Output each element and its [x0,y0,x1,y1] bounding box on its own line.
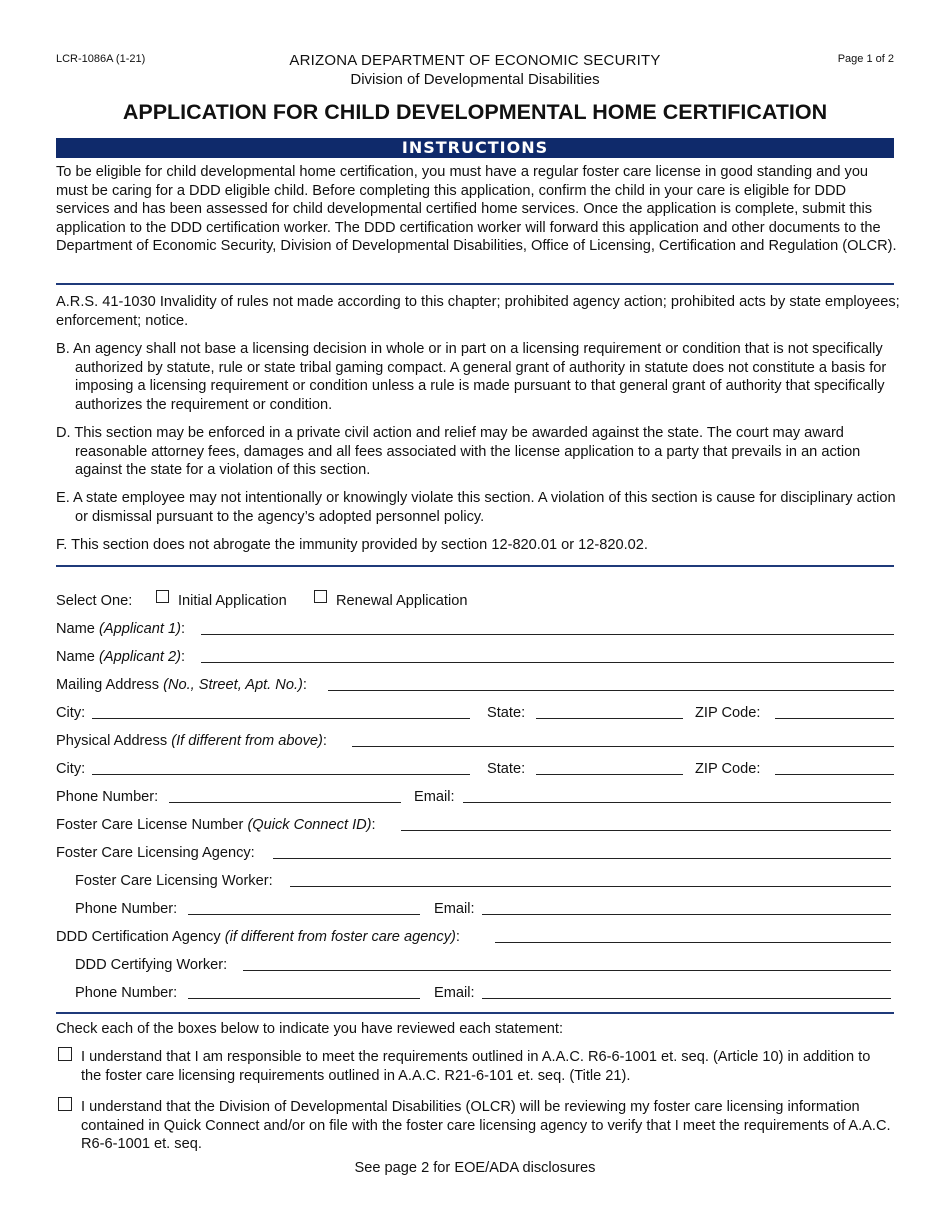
initial-application-checkbox[interactable] [156,590,169,603]
page-number: Page 1 of 2 [837,53,894,65]
phone-label: Phone Number: [75,985,178,1001]
form-code: LCR-1086A (1-21) [56,53,146,65]
zip-label: ZIP Code: [695,705,761,721]
renewal-application-checkbox[interactable] [314,590,327,603]
license-number-field[interactable] [401,830,891,831]
statute-item-e: E. A state employee may not intentionally or knowingly violate this section. A violation of this section is cause for disciplinary action or dismissal pursuant to the agency’s adopted personnel policy. [56,490,896,525]
page-title: APPLICATION FOR CHILD DEVELOPMENTAL HOME CERTIFICATION [122,100,828,124]
applicant-email-field[interactable] [463,802,891,803]
mailing-zip-field[interactable] [775,718,894,719]
licensing-worker-label: Foster Care Licensing Worker: [75,873,273,889]
mailing-address-field[interactable] [328,690,894,691]
physical-zip-field[interactable] [775,774,894,775]
renewal-application-label: Renewal Application [336,593,468,609]
physical-address-label: Physical Address (If different from above): [56,733,327,749]
divider [56,565,894,567]
department-name: ARIZONA DEPARTMENT OF ECONOMIC SECURITY [289,52,661,69]
phone-label: Phone Number: [56,789,159,805]
applicant-1-field[interactable] [201,634,894,635]
ddd-agency-label: DDD Certification Agency (if different from foster care agency): [56,929,460,945]
physical-city-field[interactable] [92,774,470,775]
mailing-city-field[interactable] [92,718,470,719]
applicant-2-label: Name (Applicant 2): [56,649,185,665]
applicant-phone-field[interactable] [169,802,401,803]
licensing-agency-label: Foster Care Licensing Agency: [56,845,255,861]
licensing-worker-field[interactable] [290,886,891,887]
ddd-worker-phone-field[interactable] [188,998,420,999]
ddd-worker-email-field[interactable] [482,998,891,999]
mailing-state-field[interactable] [536,718,683,719]
ddd-worker-field[interactable] [243,970,891,971]
statement-2-text: I understand that the Division of Developmental Disabilities (OLCR) will be reviewing my foster care licensing information contained in Quick Connect and/or on file with the foster care licensing agency to verify that I meet the requirements of A.A.C. R6-6-1001 et. seq. [81,1099,891,1153]
email-label: Email: [434,901,475,917]
city-label: City: [56,761,86,777]
footer-note: See page 2 for EOE/ADA disclosures [354,1160,596,1176]
statement-1-text: I understand that I am responsible to meet the requirements outlined in A.A.C. R6-6-1001 et. seq. (Article 10) in addition to the foster care licensing requirements outlined in A.A.C. R21-6-101 et. seq. (Title 21). [81,1049,871,1084]
statute-item-b: B. An agency shall not base a licensing decision in whole or in part on a licensing requirement or condition that is not specifically authorized by statute, rule or state tribal gaming compact. A general grant of authority in statute does not constitute a basis for imposing a licensing requirement or condition unless a rule is made pursuant to that general grant of authority that specifically authorizes the requirement or condition. [56,341,887,413]
ddd-agency-field[interactable] [495,942,891,943]
email-label: Email: [414,789,455,805]
state-label: State: [487,705,526,721]
statement-2-checkbox[interactable] [58,1097,72,1111]
license-number-label: Foster Care License Number (Quick Connect ID): [56,817,376,833]
zip-label: ZIP Code: [695,761,761,777]
initial-application-label: Initial Application [178,593,287,609]
city-label: City: [56,705,86,721]
physical-address-field[interactable] [352,746,894,747]
applicant-2-field[interactable] [201,662,894,663]
divider [56,283,894,285]
statements-intro: Check each of the boxes below to indicate you have reviewed each statement: [56,1021,564,1037]
licensing-agency-field[interactable] [273,858,891,859]
divider [56,1012,894,1014]
phone-label: Phone Number: [75,901,178,917]
state-label: State: [487,761,526,777]
statute-item-d: D. This section may be enforced in a private civil action and relief may be awarded against the state. The court may award reasonable attorney fees, damages and all fees associated with the license application to a party that prevails in an action against the state for a violation of this section. [56,425,861,479]
applicant-1-label: Name (Applicant 1): [56,621,185,637]
physical-state-field[interactable] [536,774,683,775]
statute-intro: A.R.S. 41-1030 Invalidity of rules not made according to this chapter; prohibited agency action; prohibited acts by state employees; enforcement; notice. [56,294,900,329]
select-one-label: Select One: [56,593,133,609]
instructions-body: To be eligible for child developmental home certification, you must have a regular foster care license in good standing and you must be caring for a DDD eligible child. Before completing this application, confirm the child in your care is eligible for DDD services and has been assessed for child developmental certified home services. Once the application is complete, submit this application to the DDD certification worker. The DDD certification worker will forward this application and other documents to the Department of Economic Security, Division of Developmental Disabilities, Office of Licensing, Certification and Regulation (OLCR). [56,164,897,255]
mailing-address-label: Mailing Address (No., Street, Apt. No.): [56,677,307,693]
statement-1-checkbox[interactable] [58,1047,72,1061]
statute-item-f: F. This section does not abrogate the immunity provided by section 12-820.01 or 12-820.02. [56,537,648,553]
licensing-worker-phone-field[interactable] [188,914,420,915]
ddd-worker-label: DDD Certifying Worker: [75,957,228,973]
instructions-heading: INSTRUCTIONS [56,138,894,158]
division-name: Division of Developmental Disabilities [350,71,600,88]
email-label: Email: [434,985,475,1001]
licensing-worker-email-field[interactable] [482,914,891,915]
